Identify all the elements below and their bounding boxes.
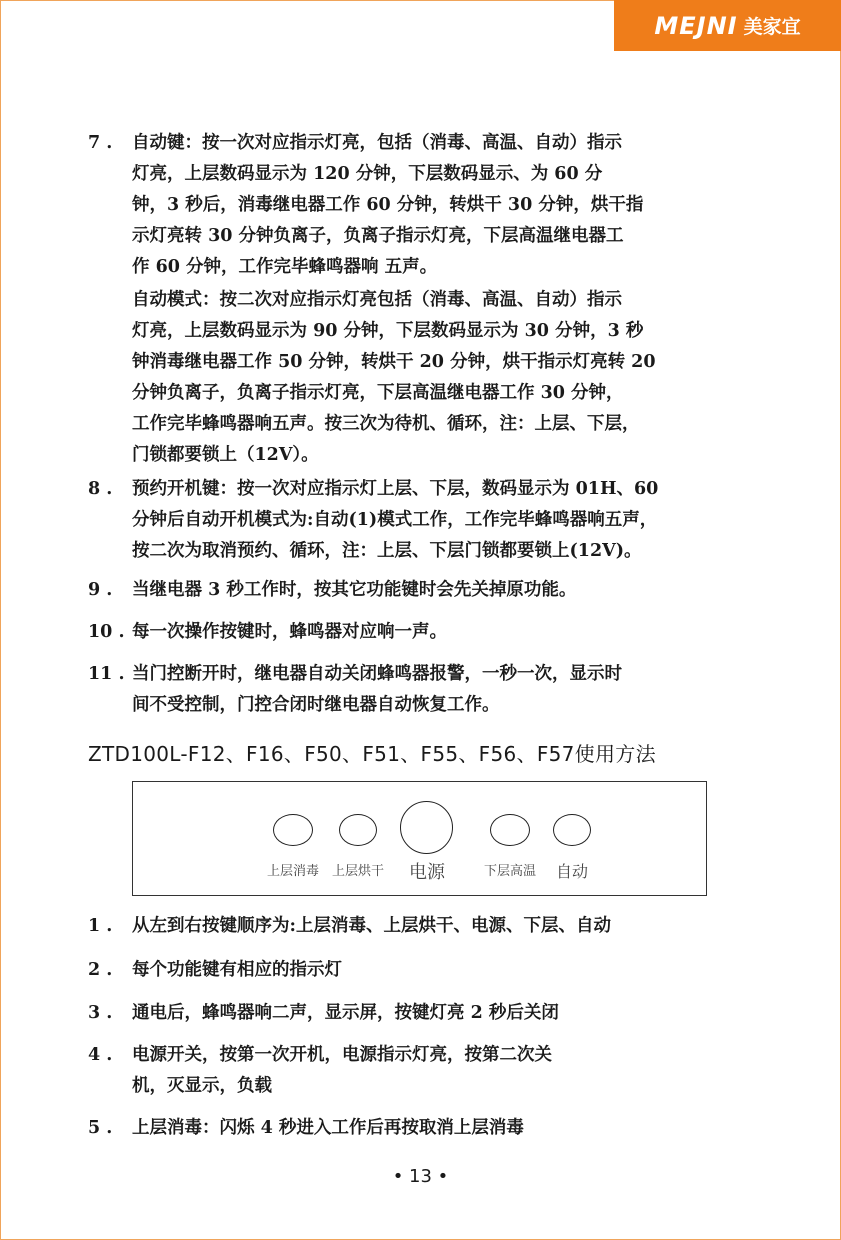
auto-mode-paragraph	[132, 285, 656, 471]
text-line: 通电后，蜂鸣器响二声，显示屏，按键灯亮 2 秒后关闭	[132, 1003, 559, 1023]
text-line: 当继电器 3 秒工作时，按其它功能键时会先关掉原功能。	[132, 580, 577, 600]
text-line: 从左到右按键顺序为:上层消毒、上层烘干、电源、下层、自动	[132, 916, 611, 936]
item-number: 4 .	[88, 1045, 113, 1065]
usage-step-1	[88, 911, 611, 942]
control-panel-diagram	[132, 781, 707, 896]
usage-step-3	[88, 998, 559, 1029]
upper-dry-label: 上层烘干	[331, 864, 385, 879]
usage-step-2	[88, 955, 342, 986]
brand-name-cn: 美家宜	[743, 16, 801, 38]
text-line: 灯亮，上层数码显示为 90 分钟，下层数码显示为 30 分钟，3 秒	[132, 321, 644, 341]
text-line: 自动键：按一次对应指示灯亮，包括（消毒、高温、自动）指示	[132, 133, 622, 153]
upper-disinfect-button-circle	[273, 814, 313, 846]
text-line: 钟消毒继电器工作 50 分钟，转烘干 20 分钟，烘干指示灯亮转 20	[132, 352, 656, 372]
text-line: 上层消毒：闪烁 4 秒进入工作后再按取消上层消毒	[132, 1118, 524, 1138]
text-line: 当门控断开时，继电器自动关闭蜂鸣器报警，一秒一次，显示时	[132, 664, 622, 684]
text-line: 电源开关，按第一次开机，电源指示灯亮，按第二次关	[132, 1045, 552, 1065]
text-line: 灯亮，上层数码显示为 120 分钟，下层数码显示、为 60 分	[132, 164, 603, 184]
text-line: 示灯亮转 30 分钟负离子，负离子指示灯亮，下层高温继电器工	[132, 226, 624, 246]
usage-step-4	[88, 1040, 552, 1102]
text-line: 机，灭显示，负载	[132, 1076, 272, 1096]
item-number: 11 .	[88, 664, 125, 684]
text-line: 每一次操作按键时，蜂鸣器对应响一声。	[132, 622, 447, 642]
lower-high-temp-button-circle	[490, 814, 530, 846]
instruction-item-7	[88, 128, 643, 283]
text-line: 预约开机键：按一次对应指示灯上层、下层，数码显示为 01H、60	[132, 479, 659, 499]
item-number: 9 .	[88, 580, 113, 600]
brand-logo-block	[614, 0, 841, 51]
upper-dry-button-circle	[339, 814, 377, 846]
power-label: 电源	[409, 862, 445, 883]
section-heading: ZTD100L-F12、F16、F50、F51、F55、F56、F57使用方法	[88, 742, 656, 766]
auto-button-circle	[553, 814, 591, 846]
power-button-circle	[400, 801, 453, 854]
page-number: • 13 •	[392, 1166, 449, 1187]
text-line: 分钟后自动开机模式为:自动(1)模式工作，工作完毕蜂鸣器响五声，	[132, 510, 658, 530]
item-number: 1 .	[88, 916, 113, 936]
text-line: 间不受控制，门控合闭时继电器自动恢复工作。	[132, 695, 500, 715]
item-number: 2 .	[88, 960, 113, 980]
usage-step-5	[88, 1113, 524, 1144]
text-line: 作 60 分钟，工作完毕蜂鸣器响 五声。	[132, 257, 438, 277]
text-line: 按二次为取消预约、循环，注：上层、下层门锁都要锁上(12V)。	[132, 541, 642, 561]
instruction-item-10	[88, 617, 447, 648]
text-line: 分钟负离子，负离子指示灯亮，下层高温继电器工作 30 分钟，	[132, 383, 624, 403]
item-number: 5 .	[88, 1118, 113, 1138]
instruction-item-9	[88, 575, 576, 606]
item-number: 3 .	[88, 1003, 113, 1023]
item-number: 7 .	[88, 133, 113, 153]
text-line: 自动模式：按二次对应指示灯亮包括（消毒、高温、自动）指示	[132, 290, 622, 310]
item-number: 10 .	[88, 622, 125, 642]
instruction-item-11	[88, 659, 622, 721]
auto-label: 自动	[555, 862, 589, 881]
item-number: 8 .	[88, 479, 113, 499]
lower-high-temp-label: 下层高温	[483, 864, 537, 879]
text-line: 钟，3 秒后，消毒继电器工作 60 分钟，转烘干 30 分钟，烘干指	[132, 195, 644, 215]
text-line: 门锁都要锁上（12V）。	[132, 445, 319, 465]
upper-disinfect-label: 上层消毒	[266, 864, 320, 879]
text-line: 工作完毕蜂鸣器响五声。按三次为待机、循环，注：上层、下层，	[132, 414, 640, 434]
text-line: 每个功能键有相应的指示灯	[132, 960, 342, 980]
brand-logo-text: MEJNI	[654, 11, 738, 40]
instruction-item-8	[88, 474, 658, 567]
